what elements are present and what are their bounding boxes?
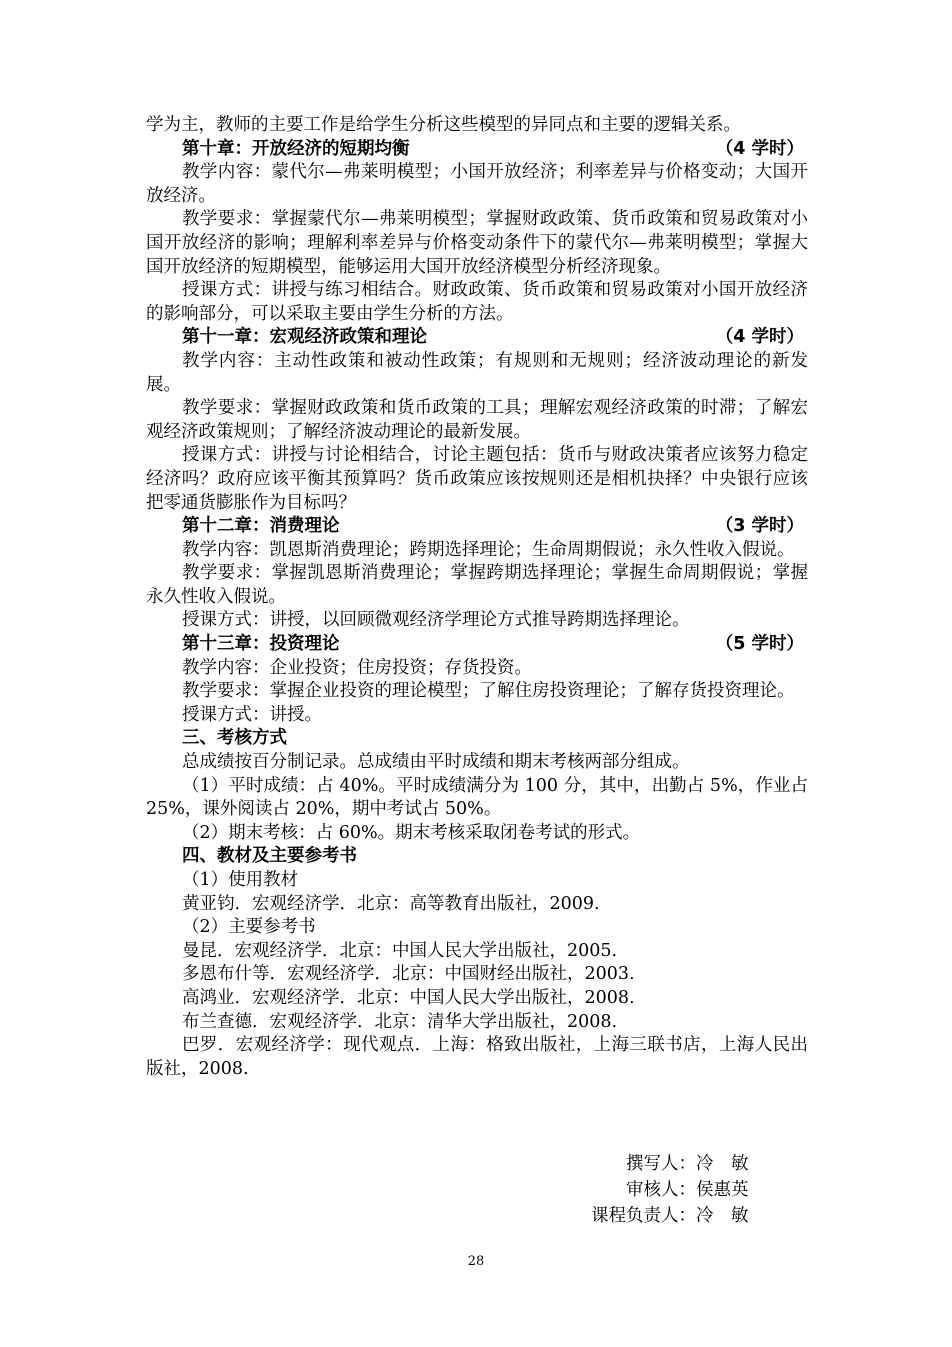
signature-name: 冷 敏 — [696, 1206, 749, 1226]
signature-block — [591, 1151, 768, 1229]
page-number: 28 — [467, 1254, 485, 1269]
teaching-method: 授课方式：讲授与讨论相结合，讨论主题包括：货币与财政决策者应该努力稳定经济吗？政府应该平衡其预算吗？货币政策应该按规则还是相机抉择？中央银行应该把零通货膨胀作为目标吗？ — [146, 445, 808, 513]
assessment-summary: 总成绩按百分制记录。总成绩由平时成绩和期末考核两部分组成。 — [182, 752, 690, 773]
signature-label: 课程负责人： — [591, 1206, 696, 1226]
signature-row-reviewer — [591, 1177, 768, 1203]
chapter-10 — [146, 138, 808, 327]
textbook-label: （1）使用教材 — [182, 870, 299, 890]
reference-item: 布兰查德．宏观经济学．北京：清华大学出版社，2008. — [182, 1011, 618, 1032]
signature-row-course-lead — [591, 1203, 768, 1229]
chapter-heading — [146, 515, 808, 539]
chapter-hours: （5 学时） — [715, 634, 804, 655]
assessment-section — [146, 727, 808, 845]
chapter-heading — [146, 633, 808, 657]
teaching-method: 授课方式：讲授与练习相结合。财政政策、货币政策和贸易政策对小国开放经济的影响部分，可以采取主要由学生分析的方法。 — [146, 280, 808, 324]
signature-label: 撰写人： — [626, 1154, 696, 1174]
teaching-requirements: 教学要求：掌握蒙代尔—弗莱明模型；掌握财政政策、货币政策和贸易政策对小国开放经济的影响；理解利率差异与价格变动条件下的蒙代尔—弗莱明模型；掌握大国开放经济的短期模型，能够运用大国开放经济模型分析经济现象。 — [146, 209, 808, 277]
references-label: （2）主要参考书 — [182, 917, 316, 938]
assessment-final: （2）期末考核：占 60%。期末考核采取闭卷考试的形式。 — [182, 822, 641, 843]
assessment-regular: （1）平时成绩：占 40%。平时成绩满分为 100 分，其中，出勤占 5%，作业占 25%，课外阅读占 20%，期中考试占 50%。 — [146, 775, 808, 820]
chapter-hours: （4 学时） — [715, 327, 804, 348]
teaching-content: 教学内容：主动性政策和被动性政策；有规则和无规则；经济波动理论的新发展。 — [146, 350, 808, 395]
chapter-heading — [146, 326, 808, 350]
reference-item: 多恩布什等．宏观经济学．北京：中国财经出版社，2003. — [182, 964, 635, 985]
teaching-requirements: 教学要求：掌握凯恩斯消费理论；掌握跨期选择理论；掌握生命周期假说；掌握永久性收入假说。 — [146, 563, 808, 607]
teaching-content: 教学内容：凯恩斯消费理论；跨期选择理论；生命周期假说；永久性收入假说。 — [182, 539, 795, 560]
chapter-title: 第十二章：消费理论 — [182, 516, 340, 537]
signature-name: 侯惠英 — [696, 1180, 749, 1200]
books-section — [146, 845, 808, 1081]
reference-item: 曼昆．宏观经济学．北京：中国人民大学出版社，2005. — [182, 940, 618, 961]
teaching-requirements: 教学要求：掌握财政政策和货币政策的工具；理解宏观经济政策的时滞；了解宏观经济政策规则；了解经济波动理论的最新发展。 — [146, 398, 808, 442]
chapter-11 — [146, 326, 808, 515]
chapter-heading — [146, 138, 808, 162]
page-body — [146, 114, 808, 1081]
signature-row-author — [591, 1151, 768, 1177]
chapter-hours: （3 学时） — [715, 516, 804, 537]
teaching-method: 授课方式：讲授，以回顾微观经济学理论方式推导跨期选择理论。 — [182, 610, 690, 631]
chapter-title: 第十章：开放经济的短期均衡 — [182, 138, 410, 159]
signature-name: 冷 敏 — [696, 1154, 749, 1174]
signature-label: 审核人： — [626, 1180, 696, 1200]
section-heading-books: 四、教材及主要参考书 — [182, 846, 357, 867]
chapter-13 — [146, 633, 808, 727]
teaching-content: 教学内容：蒙代尔—弗莱明模型；小国开放经济；利率差异与价格变动；大国开放经济。 — [146, 162, 808, 206]
intro-line: 学为主，教师的主要工作是给学生分析这些模型的异同点和主要的逻辑关系。 — [146, 115, 741, 135]
textbook-item: 黄亚钧．宏观经济学．北京：高等教育出版社，2009. — [182, 893, 600, 914]
chapter-title: 第十一章：宏观经济政策和理论 — [182, 327, 427, 348]
reference-item: 巴罗．宏观经济学：现代观点．上海：格致出版社，上海三联书店，上海人民出版社，2008. — [146, 1035, 808, 1079]
teaching-content: 教学内容：企业投资；住房投资；存货投资。 — [182, 657, 532, 678]
section-heading-assessment: 三、考核方式 — [182, 728, 287, 749]
reference-item: 高鸿业．宏观经济学．北京：中国人民大学出版社，2008. — [182, 987, 635, 1008]
chapter-title: 第十三章：投资理论 — [182, 634, 340, 655]
chapter-hours: （4 学时） — [715, 138, 804, 159]
teaching-method: 授课方式：讲授。 — [182, 704, 322, 725]
teaching-requirements: 教学要求：掌握企业投资的理论模型；了解住房投资理论；了解存货投资理论。 — [182, 681, 795, 702]
chapter-12 — [146, 515, 808, 633]
